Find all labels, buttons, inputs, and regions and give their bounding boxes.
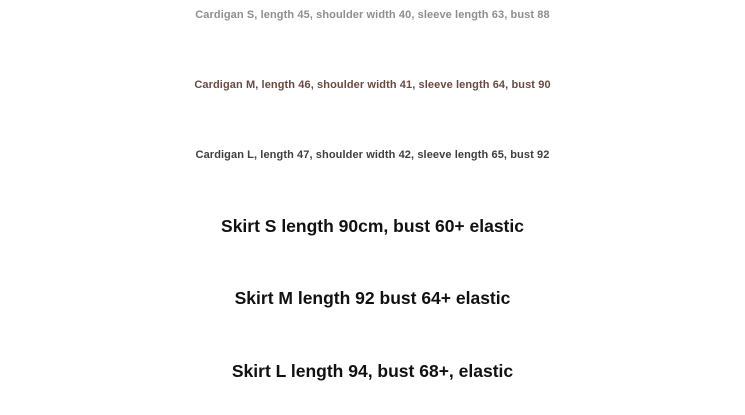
cardigan-size-s: Cardigan S, length 45, shoulder width 40, sleeve length 63, bust 88 (195, 9, 550, 21)
skirt-size-m: Skirt M length 92 bust 64+ elastic (234, 288, 511, 308)
skirt-size-s: Skirt S length 90cm, bust 60+ elastic (221, 216, 524, 236)
cardigan-size-m: Cardigan M, length 46, shoulder width 41, sleeve length 64, bust 90 (194, 79, 551, 91)
cardigan-size-l: Cardigan L, length 47, shoulder width 42, sleeve length 65, bust 92 (195, 149, 550, 161)
skirt-size-l: Skirt L length 94, bust 68+, elastic (231, 361, 514, 381)
